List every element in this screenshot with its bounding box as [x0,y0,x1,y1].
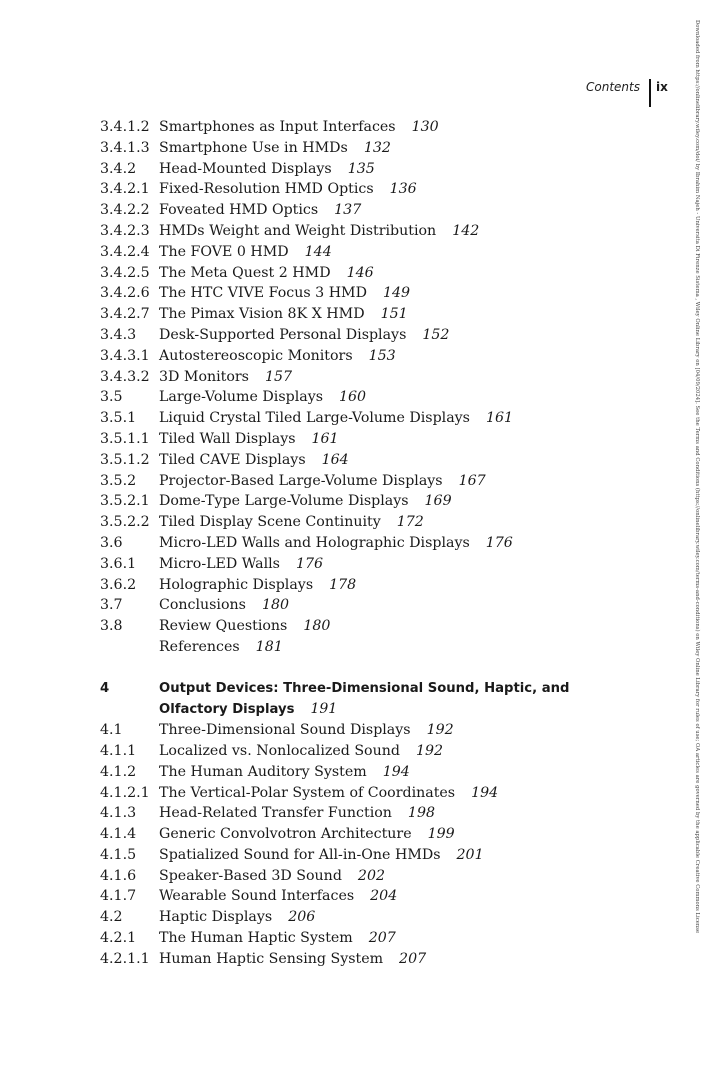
entry-title-wrap [159,533,513,554]
toc-section-4-list [100,720,680,970]
entry-number: 3.4.3.1 [100,347,150,364]
entry-number: 3.4.2.7 [100,306,150,323]
toc-entry[interactable] [100,907,680,928]
toc-entry[interactable] [100,824,680,845]
toc-entry[interactable] [100,886,680,907]
entry-title: Fixed-Resolution HMD Optics [159,181,374,198]
entry-page: 172 [396,514,424,531]
toc-entry[interactable] [100,429,680,450]
entry-page: 176 [295,555,324,572]
toc-entry[interactable] [100,283,680,304]
chapter-title-wrap [159,679,629,722]
entry-title-wrap [159,907,315,928]
entry-number: 3.5.2.1 [100,493,150,510]
entry-number: 4.1 [100,722,123,739]
running-title: Contents [586,80,640,94]
entry-title: Conclusions [159,597,246,614]
entry-title: Three-Dimensional Sound Displays [159,722,411,739]
entry-title: The Human Haptic System [159,930,353,947]
toc-entry[interactable] [100,637,680,658]
entry-title-wrap [159,138,391,159]
entry-page: 160 [339,389,367,406]
entry-number: 3.5.1 [100,410,137,427]
entry-page: 132 [363,139,391,156]
entry-number: 4.1.5 [100,846,137,863]
entry-page: 202 [357,867,386,884]
entry-number: 3.4.3 [100,326,137,343]
toc-entry[interactable] [100,554,680,575]
entry-page: 161 [485,410,514,427]
entry-page: 146 [346,264,374,281]
entry-number: 3.5 [100,389,123,406]
chapter-heading[interactable] [100,679,680,721]
entry-title: Micro-LED Walls and Holographic Displays [159,534,470,551]
entry-title: Holographic Displays [159,576,314,593]
entry-number: 3.5.2 [100,472,137,489]
table-of-contents [100,117,680,970]
chapter-page: 191 [310,701,338,718]
entry-number: 3.4.1.2 [100,119,150,135]
entry-number: 3.7 [100,597,123,614]
entry-number: 4.1.2.1 [100,784,150,801]
entry-title: The Pimax Vision 8K X HMD [159,306,365,323]
entry-page: 144 [304,243,332,260]
entry-title: Generic Convolvotron Architecture [159,826,412,843]
toc-entry[interactable] [100,450,680,471]
entry-title: Foveated HMD Optics [159,202,319,219]
entry-number: 3.5.1.1 [100,430,150,447]
entry-page: 180 [303,618,331,635]
entry-title-wrap [159,741,443,762]
entry-title: Head-Related Transfer Function [159,805,392,822]
entry-title: Wearable Sound Interfaces [159,888,355,905]
entry-page: 149 [382,285,411,302]
entry-number: 4.1.3 [100,805,137,822]
entry-title: Localized vs. Nonlocalized Sound [159,742,400,759]
entry-title-wrap [159,325,449,346]
entry-number: 3.4.2.6 [100,285,150,302]
toc-entry[interactable] [100,512,680,533]
entry-title: Smartphones as Input Interfaces [159,119,396,135]
toc-entry[interactable] [100,304,680,325]
entry-page: 204 [370,888,398,905]
entry-number: 3.6.2 [100,576,137,593]
entry-page: 207 [399,950,427,967]
entry-page: 194 [382,763,410,780]
toc-entry[interactable] [100,491,680,512]
entry-number: 4.2 [100,909,123,926]
entry-title-wrap [159,949,426,970]
entry-page: 176 [485,534,513,551]
page-number: ix [656,80,668,94]
toc-entry[interactable] [100,928,680,949]
entry-title-wrap [159,387,366,408]
entry-title: Haptic Displays [159,909,273,926]
toc-entry[interactable] [100,387,680,408]
entry-number: 3.4.2.2 [100,202,150,219]
entry-title: Tiled Display Scene Continuity [159,514,381,531]
toc-entry[interactable] [100,783,680,804]
entry-title-wrap [159,221,479,242]
toc-entry[interactable] [100,595,680,616]
entry-number: 4.2.1 [100,930,137,947]
entry-title: 3D Monitors [159,368,249,385]
entry-number: 3.4.1.3 [100,139,150,156]
entry-title: Tiled CAVE Displays [159,451,306,468]
entry-title: Projector-Based Large-Volume Displays [159,472,443,489]
entry-title-wrap [159,845,484,866]
entry-title: Head-Mounted Displays [159,160,332,177]
entry-title: Micro-LED Walls [159,555,280,572]
entry-number: 3.5.2.2 [100,514,150,531]
download-notice-text: Downloaded from https://onlinelibrary.wiley.com/doi/ by Ibrahim Najeh - Universita Di Firenze Sistema , Wiley Online Library on [04/09/2024]. See the Terms and Conditions (https://onlinelibrary.wiley.com/terms-and-conditions) on Wiley Online Library for rules of use; OA articles are governed by the applicable Creative Commons License [694,20,700,934]
entry-title: Tiled Wall Displays [159,430,296,447]
entry-number: 3.6 [100,534,123,551]
entry-title-wrap [159,283,410,304]
entry-number: 4.1.2 [100,763,137,780]
entry-page: 206 [288,909,316,926]
entry-page: 178 [329,576,357,593]
toc-entry[interactable] [100,367,680,388]
entry-page: 135 [347,160,375,177]
entry-title-wrap [159,928,396,949]
entry-page: 153 [368,347,396,364]
entry-title-wrap [159,242,332,263]
entry-page: 207 [368,930,396,947]
toc-entry[interactable] [100,803,680,824]
entry-title: The HTC VIVE Focus 3 HMD [159,285,367,302]
entry-number: 4.1.7 [100,888,137,905]
toc-entry[interactable] [100,325,680,346]
toc-entry[interactable] [100,866,680,887]
toc-entry[interactable] [100,200,680,221]
entry-page: 192 [426,722,454,739]
entry-title: The Human Auditory System [159,763,367,780]
toc-entry[interactable] [100,159,680,180]
entry-title-wrap [159,554,323,575]
entry-title-wrap [159,408,513,429]
entry-title-wrap [159,783,498,804]
entry-title-wrap [159,886,397,907]
entry-title-wrap [159,429,339,450]
entry-page: 194 [471,784,499,801]
entry-number: 3.4.2.1 [100,181,150,198]
entry-page: 137 [334,202,362,219]
toc-entry[interactable] [100,845,680,866]
entry-title: The FOVE 0 HMD [159,243,289,260]
entry-page: 192 [415,742,444,759]
entry-page: 164 [321,451,349,468]
entry-title-wrap [159,720,454,741]
entry-title: The Meta Quest 2 HMD [159,264,331,281]
entry-title-wrap [159,637,283,658]
entry-page: 181 [255,638,283,655]
toc-entry[interactable] [100,949,680,970]
toc-entry[interactable] [100,242,680,263]
toc-entry[interactable] [100,221,680,242]
entry-title-wrap [159,616,330,637]
toc-entry[interactable] [100,408,680,429]
entry-number: 3.4.2.3 [100,222,150,239]
entry-number: 3.8 [100,618,123,635]
entry-title-wrap [159,450,349,471]
toc-entry[interactable] [100,346,680,367]
entry-page: 169 [424,493,452,510]
entry-title-wrap [159,367,292,388]
entry-page: 136 [389,181,417,198]
entry-title: Review Questions [159,618,288,635]
toc-entry[interactable] [100,575,680,596]
entry-page: 151 [380,306,408,323]
entry-title-wrap [159,512,424,533]
entry-page: 199 [427,826,455,843]
entry-title: Large-Volume Displays [159,389,323,406]
chapter-spacer [100,658,680,679]
entry-number: 3.6.1 [100,555,137,572]
entry-title: The Vertical-Polar System of Coordinates [159,784,456,801]
entry-title-wrap [159,346,396,367]
entry-title-wrap [159,200,361,221]
entry-title-wrap [159,824,455,845]
toc-entry[interactable] [100,616,680,637]
entry-page: 161 [311,430,339,447]
toc-entry[interactable] [100,179,680,200]
entry-title: References [159,638,240,655]
entry-page: 152 [422,326,450,343]
entry-number: 3.4.2 [100,160,137,177]
toc-entry[interactable] [100,263,680,284]
entry-title-wrap [159,866,385,887]
entry-title-wrap [159,471,486,492]
entry-page: 142 [452,222,480,239]
entry-title: Speaker-Based 3D Sound [159,867,342,884]
entry-title-wrap [159,263,374,284]
entry-page: 167 [458,472,486,489]
running-head [560,79,670,107]
toc-entry[interactable] [100,720,680,741]
entry-page: 157 [264,368,293,385]
entry-title-wrap [159,159,375,180]
entry-number: 4.1.6 [100,867,137,884]
entry-title-wrap [159,595,289,616]
chapter-number: 4 [100,680,110,696]
entry-page: 198 [407,805,436,822]
chapter-title: Output Devices: Three-Dimensional Sound, Haptic, and Olfactory Displays [159,680,570,718]
entry-title-wrap [159,803,435,824]
entry-title: Human Haptic Sensing System [159,950,384,967]
entry-title-wrap [159,762,410,783]
toc-entry[interactable] [100,138,680,159]
entry-title: Smartphone Use in HMDs [159,139,348,156]
entry-number: 4.1.4 [100,826,137,843]
entry-number: 3.4.2.4 [100,243,150,260]
toc-entry[interactable] [100,117,680,138]
entry-title: Autostereoscopic Monitors [159,347,353,364]
entry-number: 3.5.1.2 [100,451,150,468]
entry-page: 130 [411,119,439,135]
entry-title-wrap [159,575,356,596]
entry-number: 3.4.2.5 [100,264,150,281]
entry-title: Desk-Supported Personal Displays [159,326,407,343]
toc-section-3-list [100,117,680,658]
header-divider [649,79,651,107]
entry-title: Liquid Crystal Tiled Large-Volume Displays [159,410,470,427]
entry-number: 4.1.1 [100,742,137,759]
entry-title-wrap [159,491,452,512]
entry-page: 201 [456,846,484,863]
entry-title-wrap [159,179,417,200]
entry-title: HMDs Weight and Weight Distribution [159,222,437,239]
entry-title-wrap [159,117,439,138]
download-notice [689,20,709,1060]
toc-entry[interactable] [100,533,680,554]
entry-page: 180 [261,597,290,614]
entry-title: Dome-Type Large-Volume Displays [159,493,409,510]
entry-title-wrap [159,304,408,325]
toc-entry[interactable] [100,762,680,783]
entry-number: 3.4.3.2 [100,368,150,385]
toc-entry[interactable] [100,741,680,762]
toc-entry[interactable] [100,471,680,492]
entry-title: Spatialized Sound for All-in-One HMDs [159,846,441,863]
entry-number: 4.2.1.1 [100,950,150,967]
